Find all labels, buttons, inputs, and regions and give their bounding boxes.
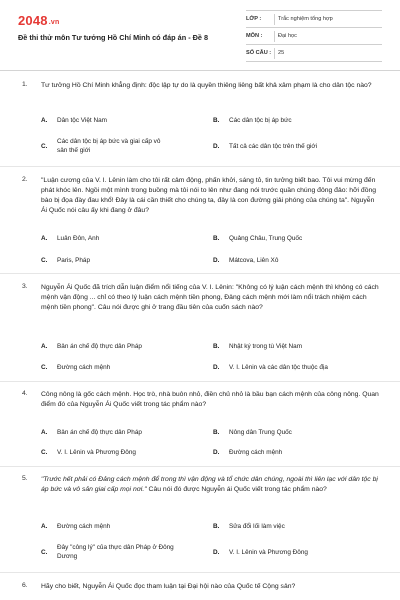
question-text [41,475,379,495]
option-key: C. [41,364,48,371]
question-text: Tư tưởng Hồ Chí Minh khẳng định: độc lập tự do là quyền thiêng liêng bất khả xâm phạm là cho dân tộc nào? [41,82,372,89]
option-text: Đường cách mệnh [57,523,111,530]
question-text: Hãy cho biết, Nguyễn Ái Quốc đọc tham luận tại Đại hội nào của Quốc tế Cộng sản? [41,583,296,590]
option-key: D. [213,549,220,556]
page-title: Đề thi thử môn Tư tưởng Hồ Chí Minh có đáp án - Đề 8 [18,33,209,42]
meta-row-subject [246,28,382,45]
question-quote: "Trước hết phải có Đảng cách mệnh để trong thì vận động và tổ chức dân chúng, ngoài thì liên lạc với dân tộc bị áp bức và vô sản giai cấp mọi nơi." [41,476,378,493]
meta-key: SỐ CÂU : [246,50,272,56]
option-key: B. [213,429,220,436]
meta-key: MÔN : [246,33,263,39]
option-text: Quảng Châu, Trung Quốc [229,235,303,242]
option-key: A. [41,343,48,350]
header-rule [0,70,400,71]
question-divider [0,273,400,274]
question-number: 6. [22,582,28,589]
meta-key: LỚP : [246,16,262,22]
meta-row-count [246,45,382,62]
document-header [18,10,382,72]
option-key: A. [41,117,48,124]
option-key: C. [41,549,48,556]
option-text: Tất cả các dân tộc trên thế giới [229,143,318,150]
logo-tld: .vn [48,19,60,26]
meta-row-class [246,11,382,28]
option-key: B. [213,117,220,124]
option-key: C. [41,257,48,264]
option-text: Bản án chế độ thực dân Pháp [57,343,142,350]
option-text: Bản án chế độ thực dân Pháp [57,429,142,436]
question-number: 1. [22,81,28,88]
option-key: C. [41,143,48,150]
meta-value: 25 [278,50,285,56]
option-text: Nhật ký trong tù Việt Nam [229,343,303,350]
option-key: A. [41,523,48,530]
option-text: Mátcova, Liên Xô [229,257,279,264]
option-key: B. [213,235,220,242]
option-text: Các dân tộc bị áp bức và giai cấp vô sản thế giới [57,138,161,154]
option-key: D. [213,449,220,456]
question-number: 3. [22,283,28,290]
option-key: D. [213,364,220,371]
question-divider [0,166,400,167]
question-prompt: Câu nói đó được Nguyễn ái Quốc viết trong tác phẩm nào? [146,486,327,493]
option-text: Các dân tộc bị áp bức [229,117,292,124]
question-divider [0,572,400,573]
option-text: Đường cách mệnh [57,364,111,371]
option-text: Luân Đôn, Anh [57,235,100,242]
question-divider [0,381,400,382]
option-text: Sửa đổi lối làm việc [229,523,285,530]
site-logo[interactable] [18,13,59,28]
question-text: "Luận cương của V. I. Lênin làm cho tôi rất cảm động, phấn khởi, sáng tỏ, tin tưởng biết bao. Tôi vui mừng đến phát khóc lên. Ngồi một mình trong buồng mà tôi nói to lên như đang nói trước quần chúng đông đảo: hỡi đồng bào bị đọa đày đau khổ! Đây là cái cần thiết cho chúng ta, đây là con đường giải phóng của chúng ta". Nguyễn Ái Quốc nói câu ấy khi đang ở đâu? [41,177,377,214]
option-key: A. [41,235,48,242]
option-key: B. [213,343,220,350]
option-key: D. [213,143,220,150]
option-key: B. [213,523,220,530]
question-number: 5. [22,475,28,482]
meta-value: Đại học [278,33,297,39]
option-text: Nông dân Trung Quốc [229,429,292,436]
question-text: Nguyễn Ái Quốc đã trích dẫn luận điểm nổi tiếng của V. I. Lênin: "Không có lý luận cách mệnh thì không có cách mệnh vận động ... chỉ có theo lý luận cách mệnh tiền phong, Đảng cách mệnh mới làm nổi trách nhiệm cách mệnh tiền phong". Câu nói được ghi ở trang đầu tiên của cuốn sách nào? [41,284,379,311]
question-divider [0,466,400,467]
option-key: D. [213,257,220,264]
meta-value: Trắc nghiệm tổng hợp [278,16,333,22]
option-text: V. I. Lênin và Phương Đông [57,449,136,456]
option-text: Đường cách mệnh [229,449,283,456]
logo-main: 2048 [18,13,48,28]
option-text: Dân tộc Việt Nam [57,117,107,124]
option-text: Paris, Pháp [57,257,91,264]
option-text: Đây "công lý" của thực dân Pháp ở Đông Dương [57,544,174,560]
option-key: A. [41,429,48,436]
option-text: V. I. Lênin và các dân tộc thuộc địa [229,364,328,371]
option-text: V. I. Lênin và Phương Đông [229,549,308,556]
option-key: C. [41,449,48,456]
question-number: 4. [22,390,28,397]
question-number: 2. [22,176,28,183]
question-text: Công nông là gốc cách mệnh. Học trò, nhà buôn nhỏ, điền chủ nhỏ là bầu bạn cách mệnh của công nông. Quan điểm đó của Nguyễn Ái Quốc viết trong tác phẩm nào? [41,391,379,408]
meta-table [246,10,382,62]
